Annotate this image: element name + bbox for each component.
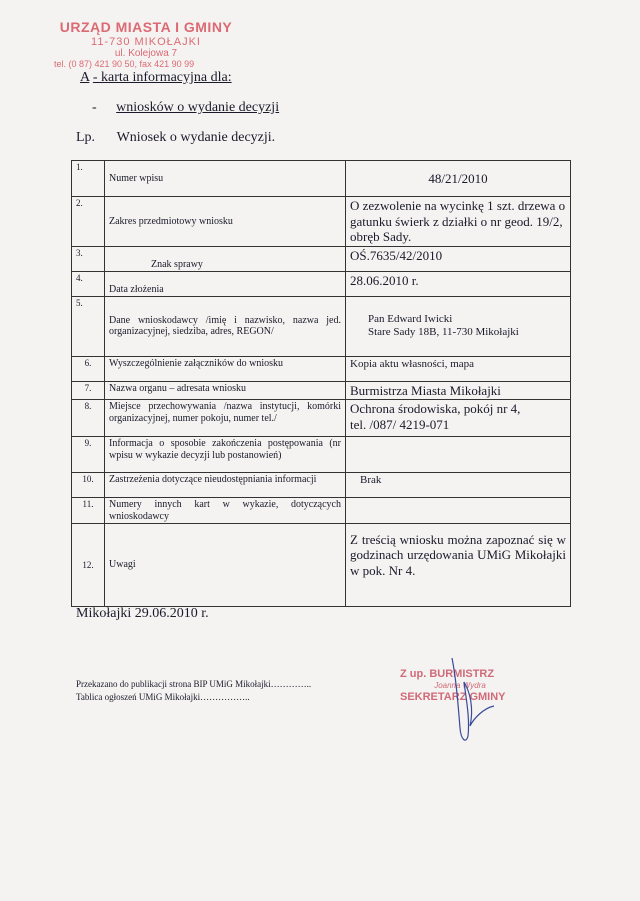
row-value [346, 498, 571, 523]
row-value: O zezwolenie na wycinkę 1 szt. drzewa o gatunku świerk z działki o nr geod. 19/2, obręb Sady. [346, 197, 571, 247]
row-value: Burmistrza Miasta Mikołajki [346, 381, 571, 400]
row-number: 2. [72, 197, 105, 247]
table-row [72, 498, 571, 523]
row-label: Uwagi [105, 523, 346, 606]
row-number: 5. [72, 296, 105, 356]
row-number: 6. [72, 356, 105, 381]
row-number: 12. [72, 523, 105, 606]
applicant-name: Pan Edward Iwicki [368, 313, 453, 326]
publication-notes [76, 678, 311, 704]
stamp-line-name: Joanna Wydra [434, 681, 486, 691]
row-number: 11. [72, 498, 105, 523]
row-value: OŚ.7635/42/2010 [346, 246, 571, 271]
card-letter: A [80, 70, 90, 85]
row-value [346, 400, 571, 437]
table-row [72, 381, 571, 400]
office-stamp [56, 20, 236, 69]
stamp-line-authority: Z up. BURMISTRZ [400, 668, 495, 680]
stamp-line-role: SEKRETARZ GMINY [400, 690, 506, 703]
table-row [72, 161, 571, 197]
table-row [72, 437, 571, 473]
applicant-address: Stare Sady 18B, 11-730 Mikołajki [368, 326, 519, 339]
row-label: Zakres przedmiotowy wniosku [105, 197, 346, 247]
row-value: Z treścią wniosku można zapoznać się w godzinach urzędowania UMiG Mikołajki w pok. Nr 4. [346, 523, 571, 606]
row-number: 9. [72, 437, 105, 473]
row-number: 7. [72, 381, 105, 400]
table-row [72, 246, 571, 271]
row-number: 1. [72, 161, 105, 197]
row-value [346, 437, 571, 473]
row-label: Znak sprawy [105, 246, 346, 271]
document-date: Mikołajki 29.06.2010 r. [76, 606, 209, 621]
info-table [71, 160, 571, 607]
bip-note: Przekazano do publikacji strona BIP UMiG Mikołajki………….. [76, 679, 312, 689]
lp-text: Wniosek o wydanie decyzji. [116, 130, 276, 145]
stamp-postcode: 11-730 MIKOŁAJKI [91, 35, 201, 48]
stamp-street: ul. Kolejowa 7 [114, 47, 178, 59]
row-number: 10. [72, 473, 105, 498]
stamp-title: URZĄD MIASTA I GMINY [59, 19, 233, 35]
row-label: Dane wnioskodawcy /imię i nazwisko, nazwa jed. organizacyjnej, siedziba, adres, REGON/ [105, 296, 346, 356]
table-row [72, 197, 571, 247]
row-number: 8. [72, 400, 105, 437]
noticeboard-note: Tablica ogłoszeń UMiG Mikołajki…………….. [76, 692, 250, 703]
row-value: Kopia aktu własności, mapa [346, 356, 571, 381]
row-label: Data złożenia [105, 271, 346, 296]
card-subtitle [92, 100, 279, 116]
table-row [72, 296, 571, 356]
table-row [72, 523, 571, 606]
row-value [346, 296, 571, 356]
table-row [72, 400, 571, 437]
row-number: 4. [72, 271, 105, 296]
stamp-phone: tel. (0 87) 421 90 50, fax 421 90 99 [54, 59, 195, 70]
handwritten-signature [440, 648, 530, 748]
lp-label: Lp. [76, 130, 96, 145]
row-label: Wyszczególnienie załączników do wniosku [105, 356, 346, 381]
card-title-text: - karta informacyjna dla: [92, 70, 232, 85]
row-value: 48/21/2010 [346, 161, 571, 197]
row-label: Nazwa organu – adresata wniosku [105, 381, 346, 400]
card-subtitle-text: wniosków o wydanie decyzji [116, 100, 280, 115]
row-label: Miejsce przechowywania /nazwa instytucji, komórki organizacyjnej, numer pokoju, numer tel./ [105, 400, 346, 437]
row-number: 3. [72, 246, 105, 271]
row-value: Brak [346, 473, 571, 498]
storage-phone: tel. /087/ 4219-071 [350, 416, 450, 432]
bullet: - [92, 100, 97, 115]
table-row [72, 271, 571, 296]
row-value: 28.06.2010 r. [346, 271, 571, 296]
table-row [72, 356, 571, 381]
row-label: Zastrzeżenia dotyczące nieudostępniania informacji [105, 473, 346, 498]
row-label: Numer wpisu [105, 161, 346, 197]
lp-heading [76, 130, 275, 146]
card-title [80, 70, 232, 86]
row-label: Numery innych kart w wykazie, dotyczących wnioskodawcy [105, 498, 346, 523]
table-row [72, 473, 571, 498]
storage-place: Ochrona środowiska, pokój nr 4, [350, 401, 521, 417]
row-label: Informacja o sposobie zakończenia postępowania (nr wpisu w wykazie decyzji lub postanowień) [105, 437, 346, 473]
